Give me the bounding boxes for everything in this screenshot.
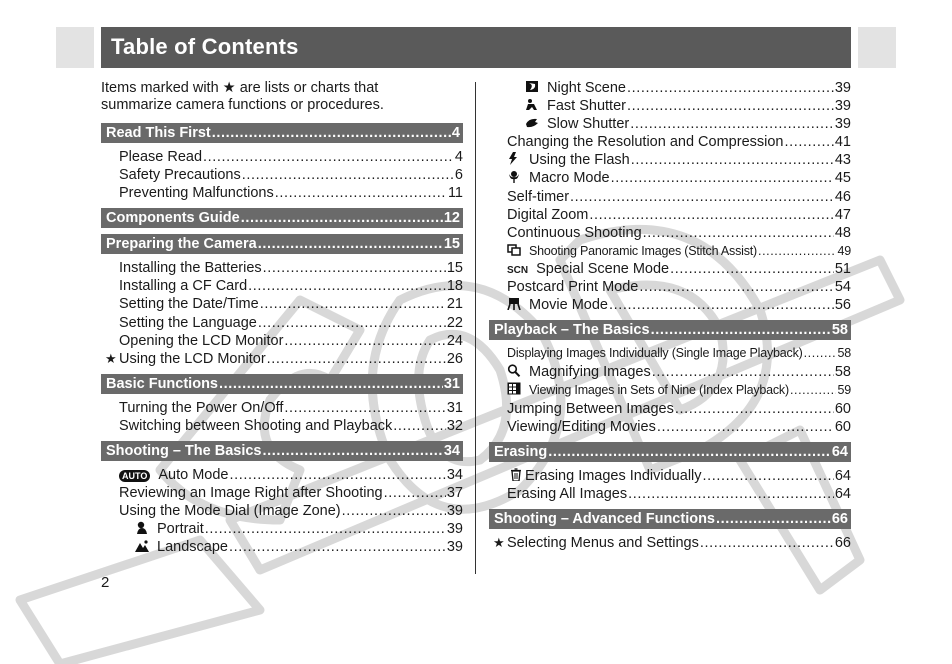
leader-dots: [229, 467, 445, 483]
toc-entry[interactable]: [489, 419, 851, 437]
entry-label: Fast Shutter: [547, 98, 626, 115]
entry-page: 39: [446, 521, 463, 538]
entry-label: Setting the Language: [119, 314, 257, 331]
toc-left-column: [101, 80, 463, 558]
section-page: 12: [443, 210, 460, 227]
entry-page: 39: [834, 98, 851, 115]
entry-label: Jumping Between Images: [507, 400, 674, 417]
entry-page: 24: [446, 332, 463, 349]
toc-entry[interactable]: [101, 315, 463, 333]
leader-dots: [700, 535, 834, 551]
leader-dots: [205, 521, 446, 537]
toc-entry[interactable]: [489, 279, 851, 297]
section-shooting-basics[interactable]: [101, 441, 463, 461]
toc-entry[interactable]: [489, 189, 851, 207]
auto-mode-icon: AUTO: [119, 470, 150, 482]
leader-dots: [267, 351, 446, 367]
leader-dots: [219, 374, 443, 394]
toc-entry[interactable]: [101, 539, 463, 557]
page-number: 2: [101, 574, 110, 591]
entry-label: Portrait: [157, 521, 204, 538]
index-grid-icon: [507, 382, 521, 394]
leader-dots: [630, 116, 834, 132]
entry-label: Turning the Power On/Off: [119, 399, 284, 416]
toc-entry[interactable]: [101, 467, 463, 485]
entry-label: Using the LCD Monitor: [119, 350, 266, 367]
entry-page: 22: [446, 314, 463, 331]
toc-entry[interactable]: [101, 149, 463, 167]
leader-dots: [284, 333, 445, 349]
entry-label: Special Scene Mode: [536, 260, 670, 277]
section-label: Shooting – The Basics: [106, 443, 262, 460]
leader-dots: [384, 485, 446, 501]
toc-entry[interactable]: [101, 418, 463, 436]
night-scene-icon: [525, 80, 539, 92]
leader-dots: [242, 167, 454, 183]
leader-dots: [263, 441, 443, 461]
magnify-icon: [507, 364, 521, 376]
section-components-guide[interactable]: [101, 208, 463, 228]
toc-entry[interactable]: [489, 401, 851, 419]
section-page: 64: [831, 443, 848, 460]
entry-page: 15: [446, 260, 463, 277]
leader-dots: [639, 279, 833, 295]
entry-page: 46: [834, 188, 851, 205]
toc-entry[interactable]: [101, 167, 463, 185]
entry-label: Magnifying Images: [529, 364, 651, 381]
toc-entry[interactable]: [489, 486, 851, 504]
fast-shutter-icon: [525, 98, 539, 110]
leader-dots: [643, 225, 834, 241]
entry-label: Movie Mode: [529, 297, 608, 314]
entry-page: 47: [834, 206, 851, 223]
section-read-this-first[interactable]: [101, 123, 463, 143]
entry-label: Setting the Date/Time: [119, 296, 259, 313]
toc-entry[interactable]: [489, 134, 851, 152]
leader-dots: [548, 442, 831, 462]
leader-dots: [229, 539, 446, 555]
entry-label: Changing the Resolution and Compression: [507, 134, 784, 151]
toc-entry[interactable]: [101, 333, 463, 351]
entry-page: 49: [837, 243, 851, 258]
section-page: 34: [443, 443, 460, 460]
toc-entry[interactable]: [101, 485, 463, 503]
entry-page: 43: [834, 152, 851, 169]
section-label: Read This First: [106, 125, 211, 141]
entry-label: Night Scene: [547, 80, 626, 96]
entry-page: 11: [447, 185, 463, 202]
entry-page: 41: [834, 134, 851, 151]
leader-dots: [611, 170, 834, 186]
toc-entry[interactable]: [489, 207, 851, 225]
entry-page: 51: [834, 260, 851, 277]
toc-entry[interactable]: [489, 170, 851, 188]
leader-dots: [627, 80, 834, 96]
toc-entry[interactable]: [489, 535, 851, 553]
entry-label: Erasing All Images: [507, 485, 628, 502]
toc-entry[interactable]: [101, 351, 463, 369]
leader-dots: [258, 315, 446, 331]
entry-page: 56: [834, 297, 851, 314]
page-title: Table of Contents: [111, 34, 299, 59]
toc-entry[interactable]: [489, 116, 851, 134]
leader-dots: [570, 189, 834, 205]
entry-label: Using the Mode Dial (Image Zone): [119, 503, 341, 520]
toc-entry[interactable]: [489, 80, 851, 98]
toc-entry[interactable]: [101, 296, 463, 314]
section-page: 58: [831, 322, 848, 339]
section-label: Basic Functions: [106, 375, 218, 392]
leader-dots: [652, 364, 834, 380]
toc-entry[interactable]: [489, 152, 851, 170]
entry-label: Erasing Images Individually: [525, 467, 702, 484]
toc-right-column: [489, 80, 851, 553]
entry-page: 32: [446, 417, 463, 434]
entry-page: 39: [446, 539, 463, 556]
leader-dots: [790, 383, 837, 397]
entry-label: Self-timer: [507, 188, 570, 205]
toc-entry[interactable]: [101, 278, 463, 296]
entry-page: 58: [834, 364, 851, 381]
section-page: 4: [451, 125, 460, 141]
star-marker-icon: ★: [493, 534, 505, 550]
section-page: 31: [443, 375, 460, 392]
stitch-assist-icon: [507, 243, 521, 255]
entry-page: 58: [837, 346, 851, 361]
macro-flower-icon: [507, 170, 521, 182]
entry-label: Landscape: [157, 539, 228, 556]
leader-dots: [804, 346, 837, 360]
entry-page: 48: [834, 224, 851, 241]
leader-dots: [263, 260, 446, 276]
star-marker-icon: ★: [105, 350, 117, 366]
title-bar: [101, 27, 851, 68]
leader-dots: [631, 152, 834, 168]
section-label: Preparing the Camera: [106, 236, 257, 253]
entry-label: Auto Mode: [158, 467, 229, 484]
leader-dots: [212, 123, 451, 143]
entry-label: Preventing Malfunctions: [119, 185, 274, 202]
leader-dots: [258, 234, 443, 254]
toc-entry[interactable]: [101, 521, 463, 539]
leader-dots: [651, 320, 831, 340]
entry-label: Installing a CF Card: [119, 278, 248, 295]
leader-dots: [248, 278, 446, 294]
entry-label: Viewing/Editing Movies: [507, 418, 656, 435]
section-shooting-advanced[interactable]: [489, 509, 851, 529]
toc-entry[interactable]: [101, 185, 463, 203]
entry-label: Shooting Panoramic Images (Stitch Assist): [529, 243, 758, 258]
section-label: Playback – The Basics: [494, 322, 650, 339]
leader-dots: [675, 401, 834, 417]
leader-dots: [393, 418, 446, 434]
section-preparing-camera[interactable]: [101, 234, 463, 254]
side-marker-right: [858, 27, 896, 68]
section-basic-functions[interactable]: [101, 374, 463, 394]
slow-shutter-icon: [525, 116, 539, 128]
entry-page: 39: [834, 80, 851, 96]
leader-dots: [627, 98, 834, 114]
toc-entry[interactable]: [101, 260, 463, 278]
intro-line-1: Items marked with ★ are lists or charts that: [101, 80, 379, 96]
leader-dots: [657, 419, 834, 435]
leader-dots: [275, 185, 447, 201]
entry-label: Safety Precautions: [119, 167, 241, 184]
trash-erase-icon: [509, 468, 523, 480]
section-erasing[interactable]: [489, 442, 851, 462]
entry-label: Continuous Shooting: [507, 224, 642, 241]
intro-text: [101, 80, 463, 114]
entry-page: 54: [834, 279, 851, 296]
section-page: 66: [831, 510, 848, 527]
toc-entry[interactable]: [489, 346, 851, 364]
entry-page: 26: [446, 350, 463, 367]
entry-label: Viewing Images in Sets of Nine (Index Playback): [529, 383, 789, 398]
leader-dots: [241, 208, 443, 228]
entry-label: Postcard Print Mode: [507, 279, 639, 296]
entry-page: 59: [837, 383, 851, 398]
entry-page: 45: [834, 170, 851, 187]
entry-page: 6: [454, 167, 463, 184]
section-playback-basics[interactable]: [489, 320, 851, 340]
toc-entry[interactable]: [489, 364, 851, 382]
entry-page: 60: [834, 418, 851, 435]
toc-entry[interactable]: [489, 297, 851, 315]
toc-entry[interactable]: [489, 225, 851, 243]
entry-label: Macro Mode: [529, 170, 610, 187]
entry-page: 39: [446, 503, 463, 520]
leader-dots: [716, 509, 831, 529]
leader-dots: [628, 486, 834, 502]
toc-entry[interactable]: [489, 98, 851, 116]
entry-page: 64: [834, 467, 851, 484]
entry-page: 18: [446, 278, 463, 295]
entry-label: Please Read: [119, 149, 203, 165]
entry-label: Installing the Batteries: [119, 260, 262, 277]
entry-label: Opening the LCD Monitor: [119, 332, 284, 349]
intro-line-2: summarize camera functions or procedures.: [101, 97, 384, 113]
entry-page: 4: [454, 149, 463, 165]
entry-label: Switching between Shooting and Playback: [119, 417, 393, 434]
entry-page: 31: [446, 399, 463, 416]
leader-dots: [589, 207, 833, 223]
entry-label: Reviewing an Image Right after Shooting: [119, 485, 383, 502]
leader-dots: [784, 134, 833, 150]
side-marker-left: [56, 27, 94, 68]
toc-entry[interactable]: [489, 468, 851, 486]
entry-label: Displaying Images Individually (Single Image Playback): [507, 346, 803, 361]
entry-page: 60: [834, 400, 851, 417]
entry-label: Using the Flash: [529, 152, 630, 169]
entry-label: Slow Shutter: [547, 116, 630, 133]
flash-icon: [507, 152, 521, 164]
leader-dots: [609, 297, 834, 313]
section-page: 15: [443, 236, 460, 253]
section-label: Shooting – Advanced Functions: [494, 510, 715, 527]
entry-page: 39: [834, 116, 851, 133]
toc-entry[interactable]: [101, 503, 463, 521]
entry-page: 37: [446, 485, 463, 502]
toc-entry[interactable]: [489, 261, 851, 279]
section-label: Components Guide: [106, 210, 240, 227]
toc-entry[interactable]: [101, 400, 463, 418]
leader-dots: [703, 468, 834, 484]
leader-dots: [758, 244, 836, 258]
landscape-mode-icon: [135, 539, 149, 551]
entry-page: 66: [834, 534, 851, 551]
entry-page: 64: [834, 485, 851, 502]
scene-mode-icon: SCN: [507, 264, 529, 276]
entry-page: 21: [446, 296, 463, 313]
leader-dots: [260, 296, 446, 312]
entry-label: Digital Zoom: [507, 206, 589, 223]
toc-entry[interactable]: [489, 243, 851, 261]
entry-label: Selecting Menus and Settings: [507, 534, 699, 551]
entry-page: 34: [446, 467, 463, 484]
leader-dots: [284, 400, 445, 416]
section-label: Erasing: [494, 443, 548, 460]
portrait-mode-icon: [135, 521, 149, 533]
leader-dots: [670, 261, 834, 277]
toc-entry[interactable]: [489, 382, 851, 400]
movie-camera-icon: [507, 297, 521, 309]
leader-dots: [203, 149, 454, 165]
leader-dots: [342, 503, 446, 519]
column-divider: [475, 82, 476, 574]
